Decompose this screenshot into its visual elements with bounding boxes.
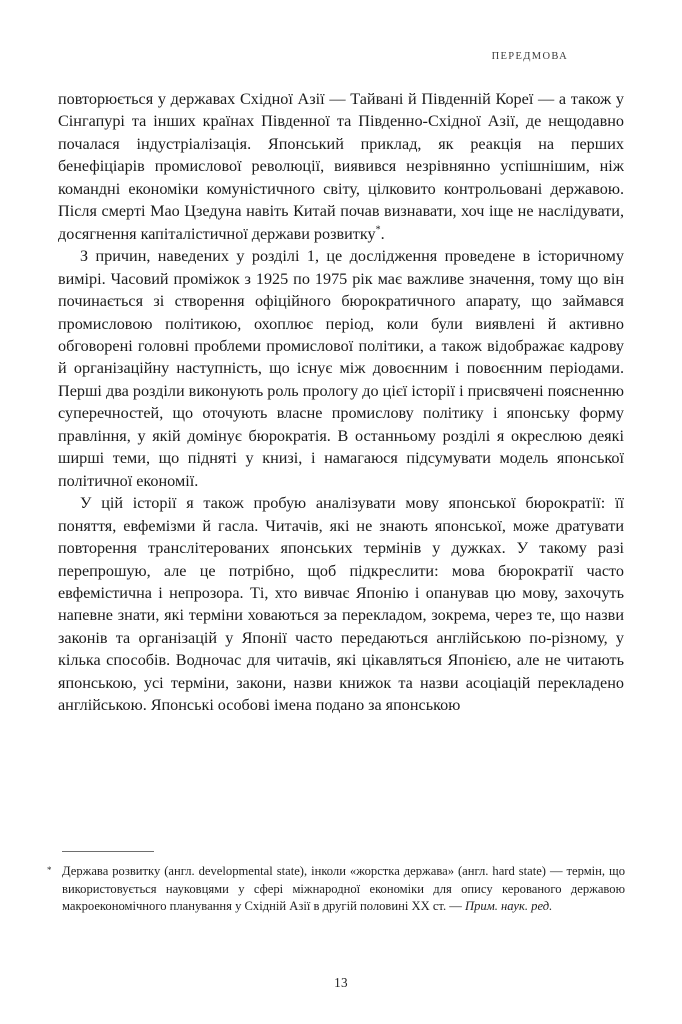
- running-head-text: ПЕРЕДМОВА: [491, 51, 568, 62]
- paragraph-3-text: У цій історії я також пробую аналізувати мову японської бюрократії: її поняття, евфемізми й гасла. Читачів, які не знають японської, може дратувати повторення транслітерованих японських термінів у дужках. У такому разі перепрошую, але це потрібно, щоб підкреслити: мова бюрократії часто евфемістична і непрозора. Ті, хто вивчає Японію і опанував цю мову, захочуть напевне знати, які терміни ховаються за перекладом, зокрема, через те, що назви законів та організацій у Японії часто передаються англійською по-різному, у кілька способів. Водночас для читачів, які цікавляться Японією, але не читають японською, усі терміни, закони, назви книжок та назви асоціацій перекладено англійською. Японські особові імена подано за японською: [58, 494, 624, 715]
- body-text-block: [58, 88, 624, 717]
- page-number: [0, 975, 682, 991]
- page-number-text: 13: [334, 975, 348, 990]
- footnote-body-text: Держава розвитку (англ. developmental state), інколи «жорстка держава» (англ. hard state) — термін, що використовується науковцями у сфері міжнародної економіки для опису керованого державою макроекономічного планування у Східній Азії в другій половині XX ст. —: [62, 864, 625, 914]
- running-head: [58, 51, 568, 62]
- paragraph-1: повторюється у державах Східної Азії — Тайвані й Південній Кореї — а також у Сінгапурі та інших країнах Південної та Південно-Східної Азії, де нещодавно почалася індустріалізація. Японський приклад, як реакція на перших бенефіціарів промислової революції, виявився незрівнянно успішнішим, ніж командні економіки комуністичного світу, цілковито контрольовані державою. Після смерті Мао Цзедуна навіть Китай почав визнавати, хоч іще не наслідувати, досягнення капіталістичної держави розвитку*.: [58, 90, 624, 243]
- footnote-zone: [47, 851, 625, 916]
- paragraph-1-text: повторюється у державах Східної Азії — Тайвані й Південній Кореї — а також у Сінгапурі та інших країнах Південної та Південно-Східної Азії, де нещодавно почалася індустріалізація. Японський приклад, як реакція на перших бенефіціарів промислової революції, виявився незрівнянно успішнішим, ніж командні економіки комуністичного світу, цілковито контрольовані державою. Після смерті Мао Цзедуна навіть Китай почав визнавати, хоч іще не наслідувати, досягнення капіталістичної держави розвитку: [58, 90, 624, 243]
- paragraph-3: [58, 492, 624, 717]
- footnote-attribution: Прим. наук. ред.: [465, 899, 553, 914]
- footnote-reference-marker[interactable]: *: [375, 224, 381, 236]
- footnote-separator-rule: [62, 851, 154, 852]
- footnote: [47, 863, 625, 916]
- paragraph-2: [58, 245, 624, 492]
- footnote-marker: *: [47, 865, 52, 875]
- paragraph-2-text: З причин, наведених у розділі 1, це дослідження проведене в історичному вимірі. Часовий проміжок з 1925 по 1975 рік має важливе значення, тому що він починається зі створення офіційного бюрократичного апарату, що займався промисловою політикою, охоплює період, коли були виявлені й активно обговорені головні проблеми промислової політики, а також відображає кадрову й організаційну наступність, що існує між довоєнним і повоєнним періодами. Перші два розділи виконують роль прологу до цієї історії і присвячені поясненню суперечностей, що оточують власне промислову політику і японську форму правління, у якій домінує бюрократія. В останньому розділі я окреслюю деякі ширші теми, що підняті у книзі, і намагаюся підсумувати модель японської політичної економії.: [58, 247, 624, 490]
